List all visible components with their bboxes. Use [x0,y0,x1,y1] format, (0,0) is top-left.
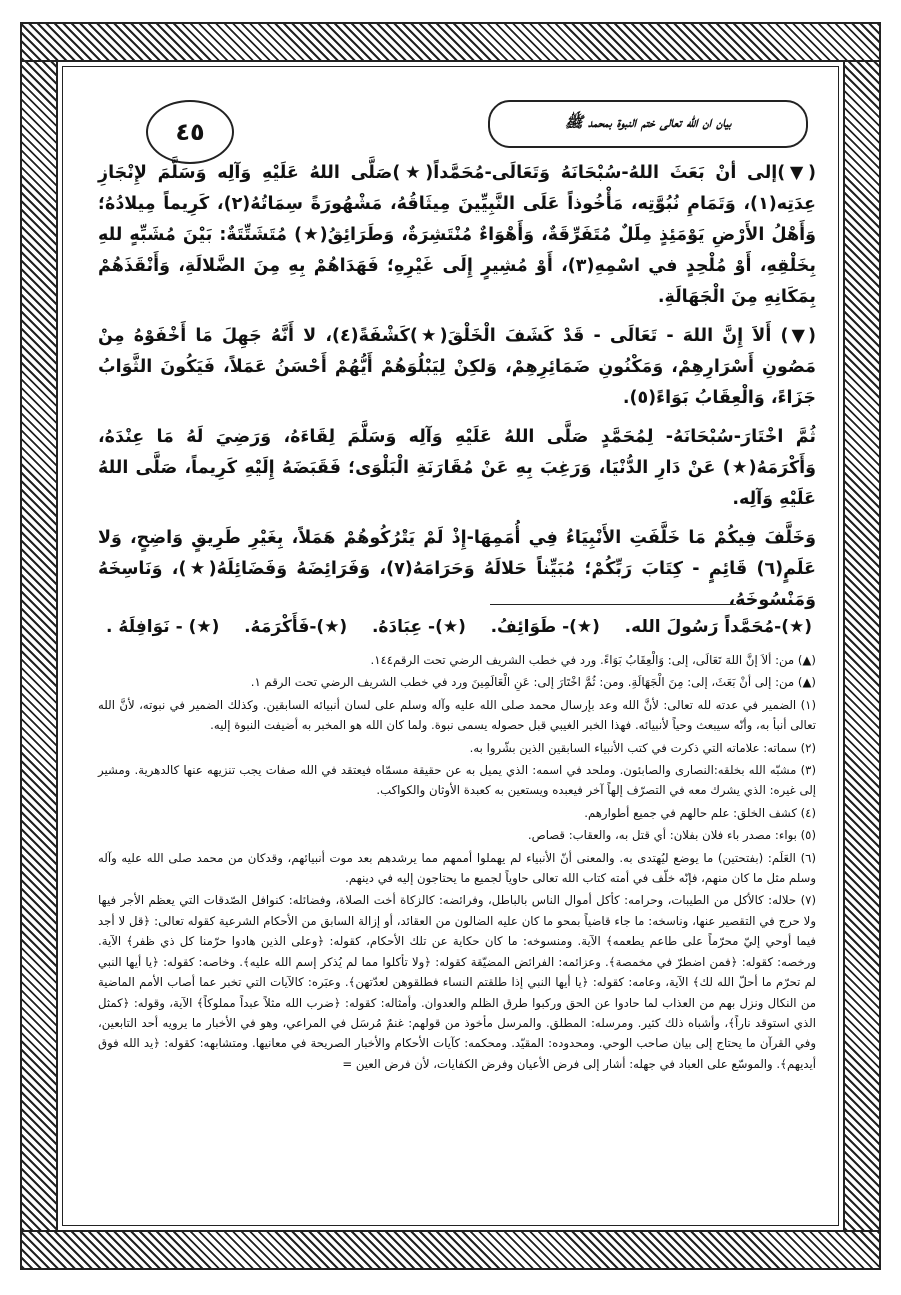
paragraph: وَخَلَّفَ فِيكُمْ مَا خَلَّفَتِ الأَنْبِيَاءُ فِي أُمَمِهَا-إِذْ لَمْ يَتْرُكُوهُمْ هَمَلاً، بِغَيْرِ طَرِيقٍ وَاضِحٍ، وَلا عَلَمٍ(٦) قَائِمٍ - كِتَابَ رَبِّكُمْ؛ مُبَيِّناً حَلالَهُ وَحَرَامَهُ(٧)، وَفَرَائِضَهُ وَفَضَائِلَهُ(★)، وَنَاسِخَهُ وَمَنْسُوخَهُ، [98,528,816,610]
running-header-title: بيان ان الله تعالى ختم النبوة بمحمد ﷺ [488,100,808,148]
footnote: (▲) من: ألاَ إنَّ اللهَ تَعَالَى، إلى: وَالْعِقَابُ بَوَاءً. ورد في خطب الشريف الرضي تحت الرقم١٤٤. [370,653,816,667]
ornamental-border-right [843,62,881,1230]
footnote: (٧) حلاله: كالأكل من الطيبات، وحرامه: كأكل أموال الناس بالباطل، وفرائضه: كالزكاة أخت الصلاة، وفضائله: كنوافل الصّدقات التي يعظم الأجر فيها ولا حرج في التقصير عنها، وناسخه: ما جاء قاضياً بمحو ما كان عليه الضالون من العقائد، أو إزالة السابق من الأحكام الشرعية كقوله تعالى: ﴿قل لا أجد فيما أوحي إليّ محرّماً على طاعم يطعمه﴾ الآية. ومنسوخه: ما كان حكاية عن تلك الأحكام، كقوله: ﴿وعلى الذين هادوا حرّمنا كل ذي ظفر﴾ الآية. ورخصه: كقوله: ﴿فمن اضطرّ في مخمصة﴾. وعزائمه: الفرائض المضيّقة كقوله: ﴿ولا تأكلوا مما لم يُذكر إسم الله عليه﴾. وخاصه: كقوله: ﴿يا أيها النبي لم تحرّم ما أحلّ الله لك﴾ الآية، وعامه: كقوله: ﴿يا أيها النبي إذا طلقتم النساء فطلقوهن لعدّتهن﴾. وعبَره: كالآيات التي تخبر عما أصاب الأمم الماضية من النكال ونزل بهم من العذاب لما حادوا عن الحق وركبوا طرق الظلم والعدوان. وأمثاله: كقوله: ﴿ضرب الله مثلاً عبداً مملوكاً﴾ الآية، وقوله: ﴿كمثل الذي استوقد ناراً﴾، وأشباه ذلك كثير. ومرسله: المطلق. والمرسل مأخوذ من قولهم: غنمٌ مُرسَل في المراعي، وهو في الأخبار ما يرويه أحد التابعين، وفي القرآن ما يحتاج إلى بيان صاحب الوحي. ومحدوده: المقيّد. ومحكمه: كآيات الأحكام والأخبار الصريحة في معانيها. ومتشابهه: كقوله: ﴿يد الله فوق أيديهم﴾. والموسّع على العباد في جهله: أشار إلى فرض الأعيان وفرض الكفايات، لأن فرض العين = [98,893,816,1071]
ornamental-border-left [20,62,58,1230]
main-text [98,158,816,624]
variant-readings-row [106,617,812,637]
paragraph: (▼)إلى أنْ بَعَثَ اللهُ-سُبْحَانَهُ وَتَعَالَى-مُحَمَّداً(★)صَلَّى اللهُ عَلَيْهِ وَآلِه وَسَلَّمَ لإِنْجَازِ عِدَتِه(١)، وَتَمَامِ نُبُوَّتِه، مَأْخُوذاً عَلَى النَّبِيِّينَ مِيثَاقُهُ، مَشْهُورَةً سِمَاتُهُ(٢)، كَرِيماً مِيلادُهُ؛ وَأَهْلُ الأَرْضِ يَوْمَئِذٍ مِلَلٌ مُتَفَرِّقَةٌ، وَأَهْوَاءٌ مُنْتَشِرَةٌ، وَطَرَائِقُ(★) مُتَشَتِّتَةٌ: بَيْنَ مُشَبِّهٍ للهِ بِخَلْقِهِ، أَوْ مُلْحِدٍ في اسْمِهِ(٣)، أَوْ مُشِيرٍ إِلَى غَيْرِهِ؛ فَهَدَاهُمْ بِهِ مِنَ الضَّلالَةِ، وَأَنْقَذَهُمْ بِمَكَانِهِ مِنَ الْجَهَالَةِ. [98,163,816,307]
paragraph: (▼) أَلاَ إِنَّ اللهَ - تَعَالَى - قَدْ كَشَفَ الْخَلْقَ(★)كَشْفَةً(٤)، لا أَنَّهُ جَهِلَ مَا أَخْفَوْهُ مِنْ مَصُونِ أَسْرَارِهِمْ، وَمَكْنُونِ ضَمَائِرِهِمْ، وَلكِنْ لِيَبْلُوَهُمْ أَيُّهُمْ أَحْسَنُ عَمَلاً، فَيَكُونَ الثَّوَابُ جَزَاءً، وَالْعِقَابُ بَوَاءً(٥). [98,326,816,408]
variant-reading: (★)-مُحَمَّداً رَسُولَ الله. [624,617,812,637]
footnote: (٦) العَلَم: (بفتحتين) ما يوضع ليُهتدى به. والمعنى أنّ الأنبياء لم يهملوا أممهم مما يرشدهم بعد موت أنبيائهم، وقدكان من محمد صلى الله عليه وآله وسلم مثل ما كان منهم، فإنّه خلّف في أمته كتاب الله تعالى حاوياً لجميع ما يحتاجون إليه في دينهم. [98,850,816,886]
footnote: (٥) بواء: مصدر باء فلان بفلان: أي قتل به، والعقاب: قصاص. [527,828,816,843]
variant-reading: (★)- عِبَادَهُ. [371,617,466,637]
footnote: (▲) من: إلى أنْ بَعَثَ، إلى: مِنَ الْجَهَالَةِ. ومن: ثُمَّ اخْتَارَ إلى: عَنِ الْعَالَمِينَ ورد في خطب الشريف الرضي تحت الرقم ١. [250,675,816,690]
footnote: (٢) سماته: علاماته التي ذكرت في كتب الأنبياء السابقين الذين بشّروا به. [469,740,816,755]
ornamental-border-top [20,22,881,62]
footnote: (١) الضمير في عدته لله تعالى: لأنَّ الله وعد بإرسال محمد صلى الله عليه وآله وسلم على لسان أنبيائه السابقين. وكذلك الضمير في نبوته، لأنَّ الله تعالى أنبأ به، وأنّه سيبعث وحياً لأنبيائه. فهذا الخبر الغيبي قبل حصوله يسمى نبوة. ولما كان الله هو المخبر به أضيفت النبوة إليه. [98,697,816,733]
footnote-divider [490,604,736,605]
footnote: (٤) كشف الخلق: علم حالهم في جميع أطوارهم. [584,805,816,820]
footnote: (٣) مشبّه الله بخلقه:النصارى والصابئون. وملحد في اسمه: الذي يميل به عن حقيقة مسمّاه فيعتقد في الله صفات يجب تنزيهه عنها كالدهرية. ومشير إلى غيره: الذي يشرك معه في التصرّف إلهاً آخر فيعبده ويستعين به كعبدة الأوثان والكواكب. [98,763,816,798]
variant-reading: (★)-فَأَكْرَمَهُ. [244,617,348,637]
ornamental-border-bottom [20,1230,881,1270]
variant-reading: (★) - نَوَافِلَهُ . [106,617,220,637]
footnotes [98,650,816,1076]
page-number: ٤٥ [146,100,234,164]
paragraph: ثُمَّ اخْتَارَ-سُبْحَانَهُ- لِمُحَمَّدٍ صَلَّى اللهُ عَلَيْهِ وَآلِه وَسَلَّمَ لِقَاءَهُ، وَرَضِيَ لَهُ مَا عِنْدَهُ، وَأَكْرَمَهُ(★) عَنْ دَارِ الدُّنْيَا، وَرَغِبَ بِهِ عَنْ مُقَارَنَةِ الْبَلْوَى؛ فَقَبَضَهُ إِلَيْهِ كَرِيماً، صَلَّى اللهُ عَلَيْهِ وَآلِه. [98,427,816,509]
variant-reading: (★)- طَوَائِفُ. [490,617,600,637]
